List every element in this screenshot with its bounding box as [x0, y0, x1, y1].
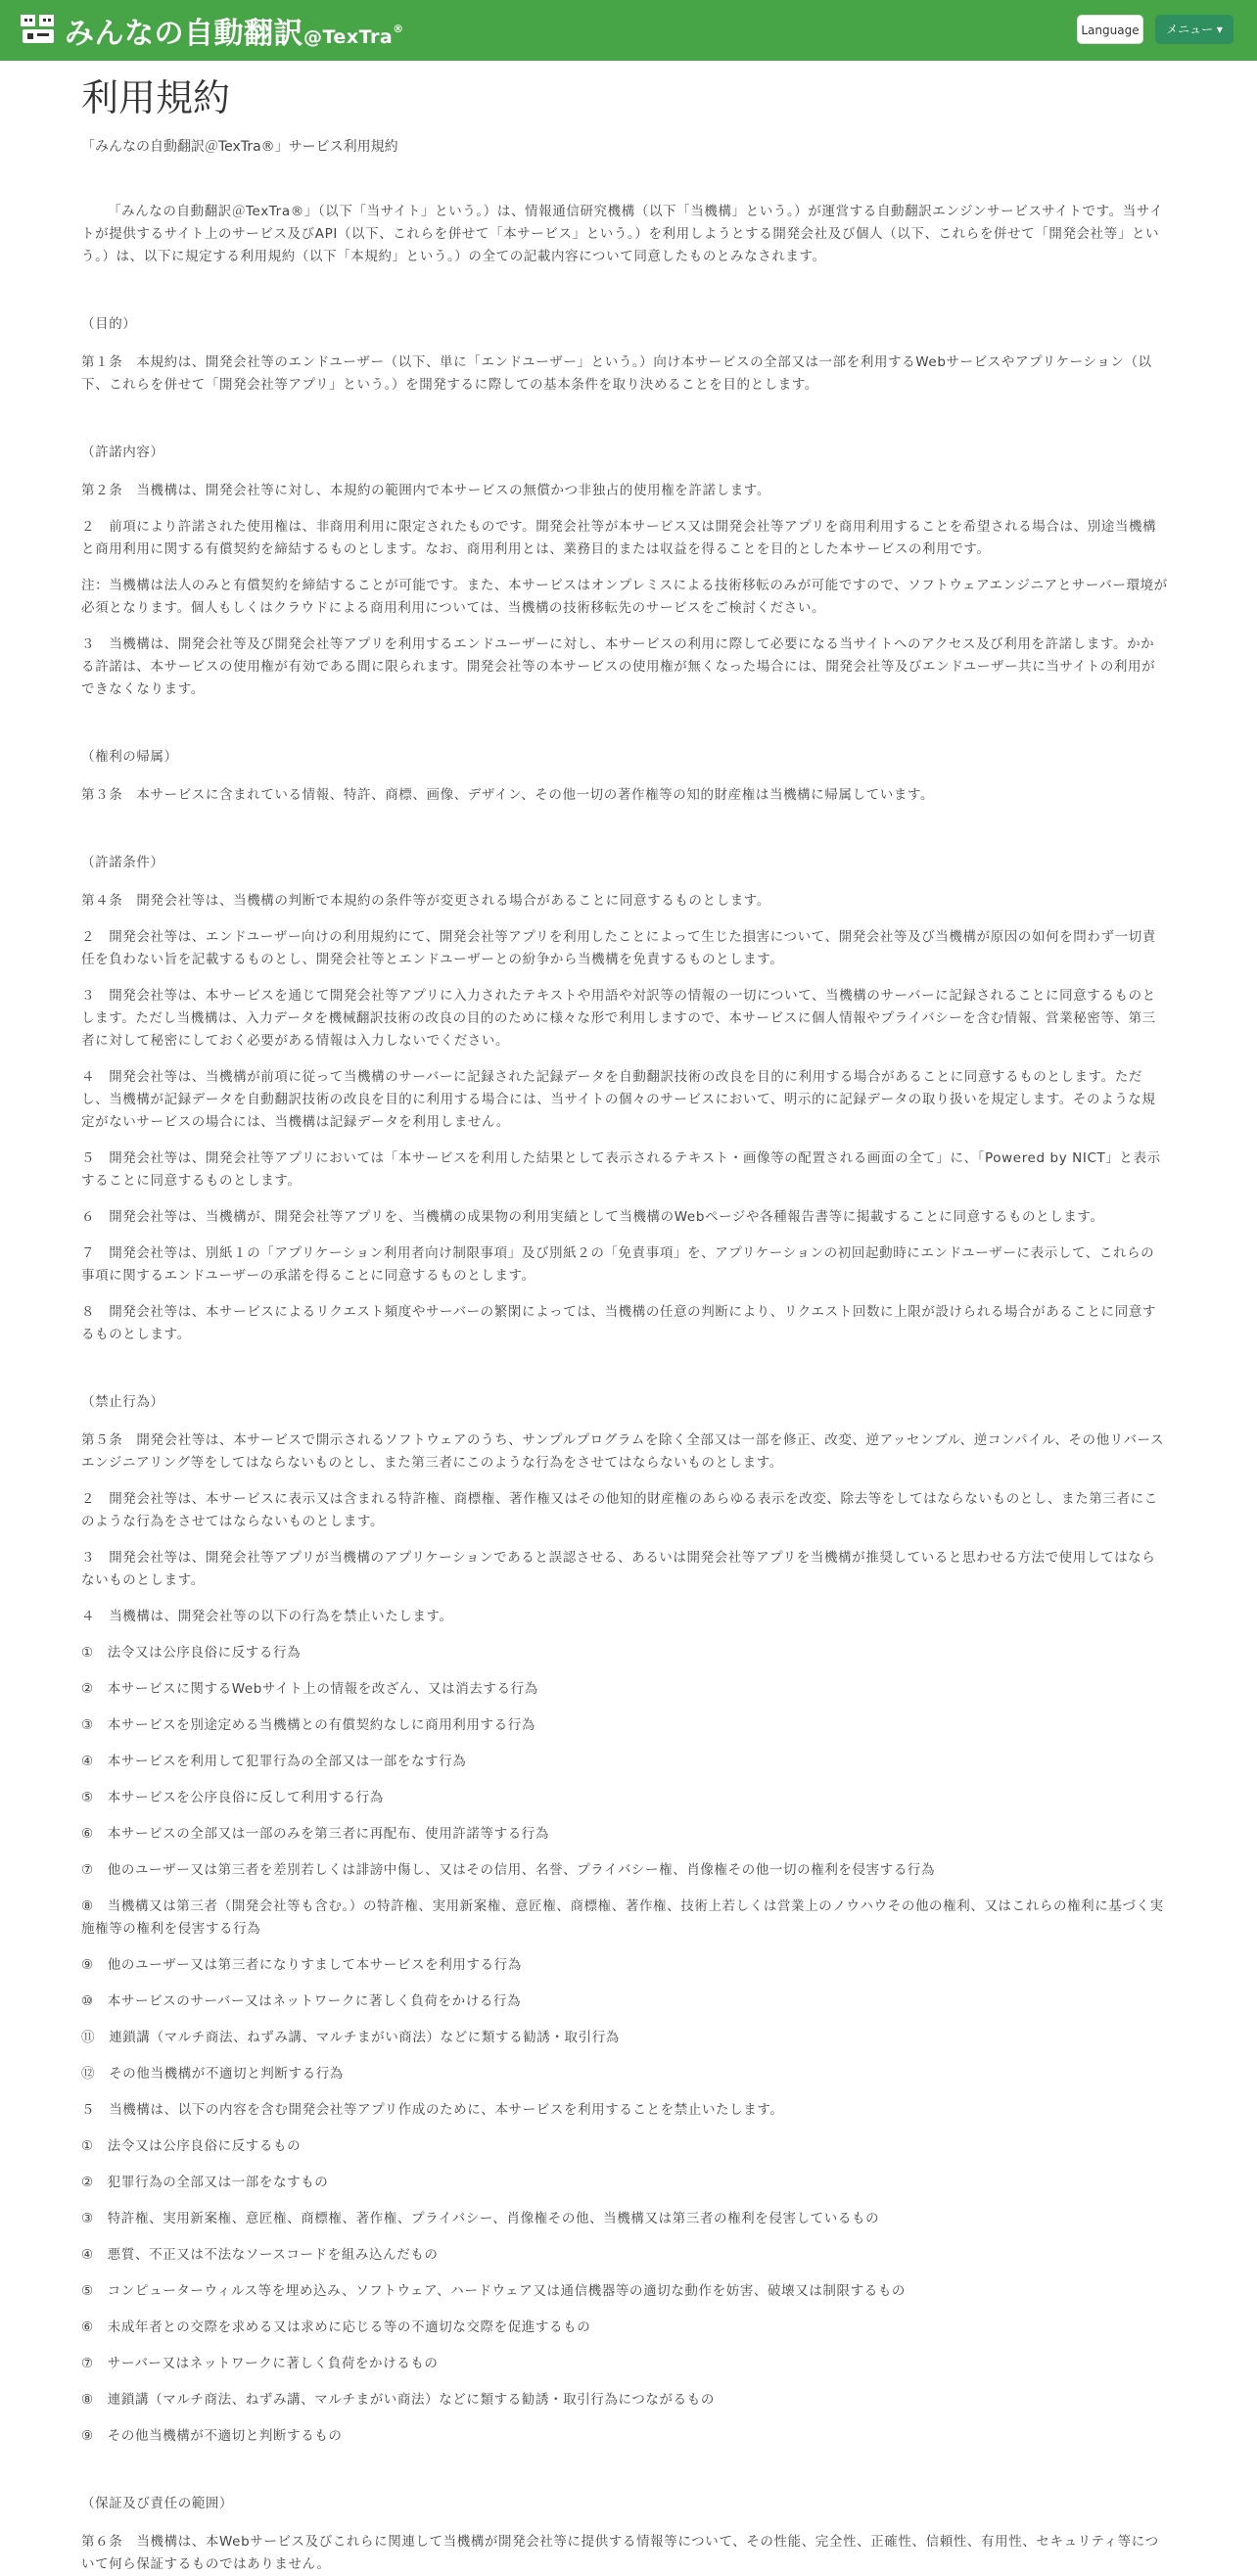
terms-paragraph: ③ 本サービスを別途定める当機構との有償契約なしに商用利用する行為 — [81, 1717, 535, 1734]
terms-paragraph: ⑧ 当機構又は第三者（開発会社等も含む。）の特許権、実用新案権、意匠権、商標権、著作権、技術上若しくは営業上のノウハウその他の権利、又はこれらの権利に基づく実施権等の権利を侵害する行為 — [81, 1898, 1164, 1938]
top-header — [0, 0, 1257, 61]
logo-registered-mark: ® — [393, 23, 404, 35]
terms-paragraph: 第１条 本規約は、開発会社等のエンドユーザー（以下、単に「エンドユーザー」という。）向け本サービスの全部又は一部を利用するWebサービスやアプリケーション（以下、これらを併せて「開発会社等アプリ」という。）を開発するに際しての基本条件を取り決めることを目的とします。 — [81, 354, 1152, 394]
terms-paragraph: ⑦ サーバー又はネットワークに著しく負荷をかけるもの — [81, 2356, 439, 2372]
terms-paragraph: ② 犯罪行為の全部又は一部をなすもの — [81, 2175, 329, 2191]
terms-paragraph: 注：当機構は法人のみと有償契約を締結することが可能です。また、本サービスはオンプレミスによる技術移転のみが可能ですので、ソフトウェアエンジニアとサーバー環境が必須となります。個人もしくはクラウドによる商用利用については、当機構の技術移転先のサービスをご検討ください。 — [81, 578, 1168, 617]
page-subtitle: 「みんなの自動翻訳＠TexTra®」サービス利用規約 — [81, 139, 398, 156]
terms-paragraph: ⑨ 他のユーザー又は第三者になりすまして本サービスを利用する行為 — [81, 1957, 522, 1974]
terms-paragraph: ① 法令又は公序良俗に反する行為 — [81, 1645, 302, 1662]
terms-paragraph: 第５条 開発会社等は、本サービスで開示されるソフトウェアのうち、サンプルプログラムを除く全部又は一部を修正、改変、逆アッセンブル、逆コンパイル、その他リバースエンジニアリング等をしてはならないものとし、また第三者にこのような行為をさせてはならないものとします。 — [81, 1432, 1165, 1472]
terms-paragraph: ４ 当機構は、開発会社等の以下の行為を禁止いたします。 — [81, 1609, 453, 1625]
terms-paragraph: ① 法令又は公序良俗に反するもの — [81, 2138, 302, 2155]
terms-paragraph: ⑨ その他当機構が不適切と判断するもの — [81, 2428, 343, 2445]
terms-paragraph: ７ 開発会社等は、別紙１の「アプリケーション利用者向け制限事項」及び別紙２の「免責事項」を、アプリケーションの初回起動時にエンドユーザーに表示して、これらの事項に関するエンドユーザーの承諾を得ることに同意するものとします。 — [81, 1245, 1155, 1285]
section-title: （目的） — [81, 316, 137, 333]
terms-paragraph: ３ 開発会社等は、開発会社等アプリが当機構のアプリケーションであると誤認させる、あるいは開発会社等アプリを当機構が推奨していると思わせる方法で使用してはならないものとします。 — [81, 1550, 1156, 1589]
terms-sections — [81, 313, 1168, 2576]
terms-paragraph: ４ 開発会社等は、当機構が前項に従って当機構のサーバーに記録された記録データを自動翻訳技術の改良を目的に利用する場合があることに同意するものとします。ただし、当機構が記録データを自動翻訳技術の改良を目的に利用する場合には、当サイトの個々のサービスにおいて、明示的に記録データの取り扱いを規定します。そのような規定がないサービスの場合には、当機構は記録データを利用しません。 — [81, 1069, 1156, 1131]
terms-paragraph: ⑤ 本サービスを公序良俗に反して利用する行為 — [81, 1790, 384, 1806]
terms-paragraph: 第４条 開発会社等は、当機構の判断で本規約の条件等が変更される場合があることに同意するものとします。 — [81, 893, 770, 910]
logo-main-text: みんなの自動翻訳 — [65, 17, 303, 51]
section-title: （許諾条件） — [81, 855, 164, 871]
terms-paragraph: ８ 開発会社等は、本サービスによるリクエスト頻度やサーバーの繁閑によっては、当機構の任意の判断により、リクエスト回数に上限が設けられる場合があることに同意するものとします。 — [81, 1304, 1157, 1343]
terms-paragraph: ３ 当機構は、開発会社等及び開発会社等アプリを利用するエンドユーザーに対し、本サービスの利用に際して必要になる当サイトへのアクセス及び利用を許諾します。かかる許諾は、本サービスの使用権が有効である間に限られます。開発会社等の本サービスの使用権が無くなった場合には、開発会社等及びエンドユーザー共に当サイトの利用ができなくなります。 — [81, 636, 1156, 698]
terms-paragraph: ④ 本サービスを利用して犯罪行為の全部又は一部をなす行為 — [81, 1754, 467, 1770]
page-title: 利用規約 — [81, 76, 231, 119]
site-logo[interactable] — [65, 9, 404, 52]
terms-paragraph: ⑥ 未成年者との交際を求める又は求めに応じる等の不適切な交際を促進するもの — [81, 2319, 591, 2336]
section-title: （許諾内容） — [81, 445, 164, 461]
terms-paragraph: 第３条 本サービスに含まれている情報、特許、商標、画像、デザイン、その他一切の著作権等の知的財産権は当機構に帰属しています。 — [81, 787, 935, 804]
section-title: （権利の帰属） — [81, 749, 178, 766]
terms-paragraph: ⑩ 本サービスのサーバー又はネットワークに著しく負荷をかける行為 — [81, 1993, 522, 2010]
terms-paragraph: ５ 当機構は、以下の内容を含む開発会社等アプリ作成のために、本サービスを利用することを禁止いたします。 — [81, 2102, 784, 2119]
terms-paragraph: ③ 特許権、実用新案権、意匠権、商標権、著作権、プライバシー、肖像権その他、当機構又は第三者の権利を侵害しているもの — [81, 2211, 880, 2227]
terms-paragraph: 第６条 当機構は、本Webサービス及びこれらに関連して当機構が開発会社等に提供する情報等について、その性能、完全性、正確性、信頼性、有用性、セキュリティ等について何ら保証するものではありません。 — [81, 2534, 1159, 2573]
terms-paragraph: ⑪ 連鎖講（マルチ商法、ねずみ講、マルチまがい商法）などに類する勧誘・取引行為 — [81, 2030, 620, 2046]
terms-paragraph: ６ 開発会社等は、当機構が、開発会社等アプリを、当機構の成果物の利用実績として当機構のWebページや各種報告書等に掲載することに同意するものとします。 — [81, 1209, 1104, 1226]
terms-paragraph: ３ 開発会社等は、本サービスを通じて開発会社等アプリに入力されたテキストや用語や対訳等の情報の一切について、当機構のサーバーに記録されることに同意するものとします。ただし当機構は、入力データを機械翻訳技術の改良の目的のために様々な形で利用しますので、本サービスに個人情報やプライバシーを含む情報、営業秘密等、第三者に対して秘密にしておく必要がある情報は入力しないでください。 — [81, 988, 1156, 1050]
terms-paragraph: ２ 開発会社等は、本サービスに表示又は含まれる特許権、商標権、著作権又はその他知的財産権のあらゆる表示を改変、除去等をしてはならないものとし、また第三者にこのような行為をさせてはならないものとします。 — [81, 1491, 1158, 1530]
language-button[interactable]: Language — [1077, 15, 1143, 44]
intro-paragraph: 「みんなの自動翻訳＠TexTra®」（以下「当サイト」という。）は、情報通信研究機構（以下「当機構」という。）が運営する自動翻訳エンジンサービスサイトです。当サイトが提供するサイト上のサービス及びAPI（以下、これらを併せて「本サービス」という。）を利用しようとする開発会社及び個人（以下、これらを併せて「開発会社等」という。）は、以下に規定する利用規約（以下「本規約」という。）の全ての記載内容について同意したものとみなされます。 — [81, 204, 1164, 265]
logo-icon[interactable] — [20, 13, 57, 46]
terms-paragraph: ② 本サービスに関するWebサイト上の情報を改ざん、又は消去する行為 — [81, 1681, 538, 1698]
terms-paragraph: ⑤ コンピューターウィルス等を埋め込み、ソフトウェア、ハードウェア又は通信機器等の適切な動作を妨害、破壊又は制限するもの — [81, 2283, 907, 2300]
main-content — [81, 61, 1168, 2576]
terms-paragraph: ２ 開発会社等は、エンドユーザー向けの利用規約にて、開発会社等アプリを利用したことによって生じた損害について、開発会社等及び当機構が原因の如何を問わず一切責任を負わない旨を記載するものとし、開発会社等とエンドユーザーとの紛争から当機構を免責するものとします。 — [81, 929, 1156, 968]
terms-paragraph: ④ 悪質、不正又は不法なソースコードを組み込んだもの — [81, 2247, 439, 2264]
terms-paragraph: ２ 前項により許諾された使用権は、非商用利用に限定されたものです。開発会社等が本サービス又は開発会社等アプリを商用利用することを希望される場合は、別途当機構と商用利用に関する有償契約を締結するものとします。なお、商用利用とは、業務目的または収益を得ることを目的とした本サービスの利用です。 — [81, 519, 1157, 558]
terms-paragraph: ⑥ 本サービスの全部又は一部のみを第三者に再配布、使用許諾等する行為 — [81, 1826, 550, 1843]
menu-button[interactable]: メニュー ▾ — [1155, 15, 1234, 44]
terms-paragraph: ５ 開発会社等は、開発会社等アプリにおいては「本サービスを利用した結果として表示されるテキスト・画像等の配置される画面の全て」に、「Powered by NICT」と表示することに同意するものとします。 — [81, 1150, 1161, 1190]
terms-paragraph: ⑦ 他のユーザー又は第三者を差別若しくは誹謗中傷し、又はその信用、名誉、プライバシー権、肖像権その他一切の権利を侵害する行為 — [81, 1862, 936, 1879]
section-title: （禁止行為） — [81, 1394, 164, 1411]
terms-paragraph: ⑫ その他当機構が不適切と判断する行為 — [81, 2066, 344, 2083]
section-title: （保証及び責任の範囲） — [81, 2496, 234, 2512]
terms-paragraph: 第２条 当機構は、開発会社等に対し、本規約の範囲内で本サービスの無償かつ非独占的使用権を許諾します。 — [81, 483, 770, 499]
logo-sub-text: @TexTra — [303, 26, 394, 48]
terms-paragraph: ⑧ 連鎖講（マルチ商法、ねずみ講、マルチまがい商法）などに類する勧誘・取引行為につながるもの — [81, 2392, 715, 2409]
